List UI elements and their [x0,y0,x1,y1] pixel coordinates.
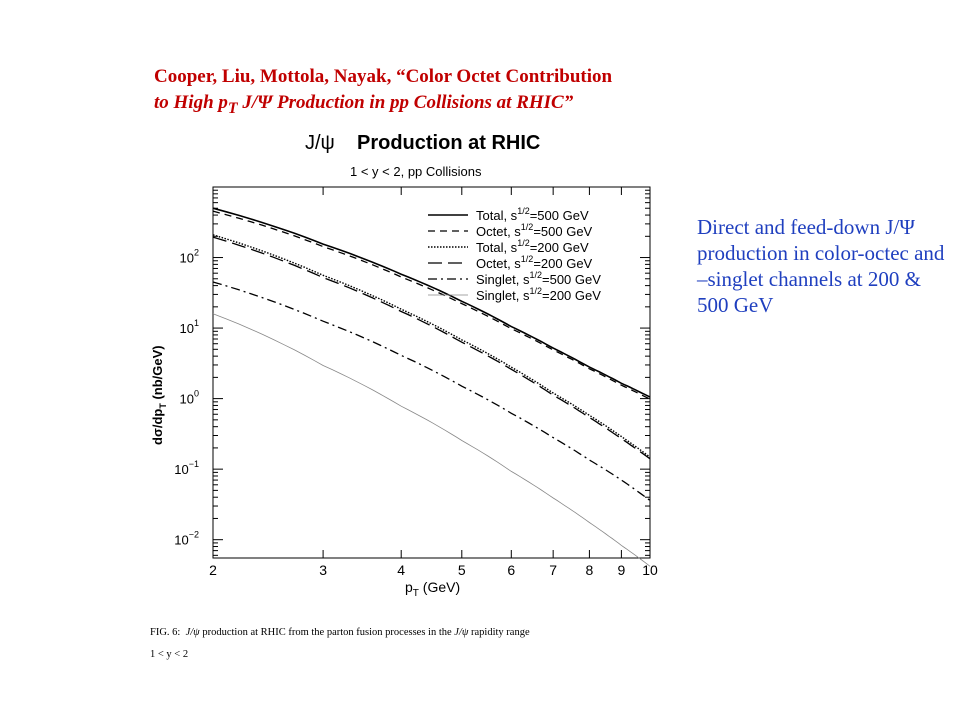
legend-label-5: Singlet, $s^{1/2}=200$ GeV [476,286,601,303]
legend-label-4: Singlet, $s^{1/2}=500$ GeV [476,270,601,287]
x-tick-label: 6 [507,562,516,578]
chart-title: Production at RHIC [357,132,541,154]
y-axis-label: $d\sigma/dp_T$ (nb/GeV) [150,345,168,445]
x-tick-label: 9 [617,562,626,578]
y-tick-label: $10^0$ [179,388,199,407]
caption-line-2: 1 < y < 2 [150,649,189,660]
x-tick-label: 7 [549,562,558,578]
x-tick-label: 2 [209,562,217,578]
x-tick-label: 10 [642,562,658,578]
chart-title-prefix: J/ψ [305,132,335,154]
y-tick-label: $10^1$ [179,318,199,337]
legend-label-0: Total, $s^{1/2}=500$ GeV [476,206,589,223]
reference-line-2: to High $p_T$ J/Ψ Production in pp Collisions at RHIC” [154,92,574,117]
legend-label-3: Octet, $s^{1/2}=200$ GeV [476,254,593,271]
x-tick-label: 5 [457,562,466,578]
series-line-5 [213,314,650,567]
legend [428,206,601,303]
legend-label-1: Octet, $s^{1/2}=500$ GeV [476,222,593,239]
chart-subtitle: 1 < y < 2, pp Collisions [350,164,482,179]
y-tick-label: $10^{-2}$ [174,529,199,548]
y-tick-label: $10^2$ [179,247,199,266]
x-axis-label: $p_T$ (GeV) [405,579,461,599]
x-tick-label: 3 [319,562,327,578]
x-tick-label: 4 [397,562,406,578]
side-note: Direct and feed-down J/Ψ production in color-octec and –singlet channels at 200 & 500 GeV [697,215,945,317]
legend-label-2: Total, $s^{1/2}=200$ GeV [476,238,589,255]
series-line-4 [213,282,650,500]
reference-line-1: Cooper, Liu, Mottola, Nayak, “Color Octet Contribution [154,66,613,87]
x-tick-label: 8 [585,562,594,578]
caption-line-1: FIG. 6: J/ψ production at RHIC from the parton fusion processes in the J/ψ rapidity range [150,627,530,638]
figure-caption [150,622,670,666]
y-tick-label: $10^{-1}$ [174,459,199,478]
